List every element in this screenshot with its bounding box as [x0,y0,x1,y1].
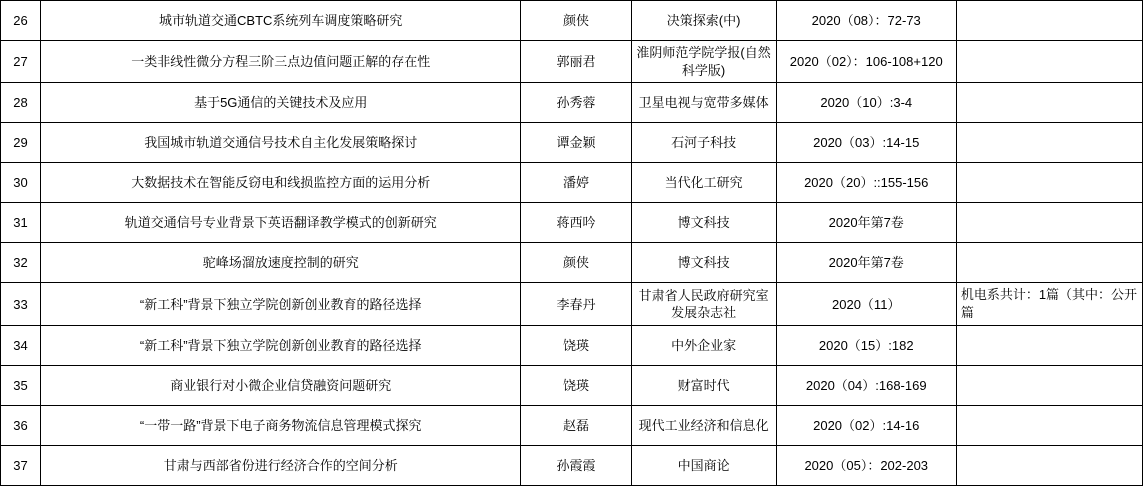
cell-journal[interactable]: 石河子科技 [631,123,776,163]
cell-note[interactable] [956,83,1142,123]
cell-issue[interactable]: 2020年第7卷 [776,203,956,243]
table-row[interactable] [1,326,1143,366]
cell-title[interactable]: “一带一路”背景下电子商务物流信息管理模式探究 [41,406,521,446]
cell-note[interactable] [956,366,1142,406]
cell-author[interactable]: 颜侠 [521,243,631,283]
cell-note[interactable] [956,163,1142,203]
cell-title[interactable]: 大数据技术在智能反窃电和线损监控方面的运用分析 [41,163,521,203]
cell-number[interactable]: 37 [1,446,41,486]
cell-journal[interactable]: 淮阴师范学院学报(自然科学版) [631,41,776,83]
cell-author[interactable]: 赵磊 [521,406,631,446]
cell-author[interactable]: 蒋西吟 [521,203,631,243]
cell-number[interactable]: 32 [1,243,41,283]
cell-issue[interactable]: 2020（03）:14-15 [776,123,956,163]
table-row[interactable] [1,163,1143,203]
cell-journal[interactable]: 博文科技 [631,243,776,283]
cell-author[interactable]: 颜侠 [521,1,631,41]
cell-issue[interactable]: 2020（08）：72-73 [776,1,956,41]
cell-title[interactable]: 基于5G通信的关键技术及应用 [41,83,521,123]
table-row[interactable] [1,203,1143,243]
cell-note[interactable] [956,41,1142,83]
table-row[interactable] [1,41,1143,83]
cell-issue[interactable]: 2020（04）:168-169 [776,366,956,406]
cell-journal[interactable]: 甘肃省人民政府研究室发展杂志社 [631,283,776,326]
cell-note-summary[interactable] [956,283,1142,326]
cell-title[interactable]: 商业银行对小微企业信贷融资问题研究 [41,366,521,406]
cell-number[interactable]: 33 [1,283,41,326]
cell-journal[interactable]: 博文科技 [631,203,776,243]
cell-author[interactable]: 饶瑛 [521,366,631,406]
table-row[interactable] [1,406,1143,446]
cell-issue[interactable]: 2020（11） [776,283,956,326]
cell-number[interactable]: 27 [1,41,41,83]
cell-note[interactable] [956,1,1142,41]
cell-title[interactable]: 轨道交通信号专业背景下英语翻译教学模式的创新研究 [41,203,521,243]
cell-journal[interactable]: 财富时代 [631,366,776,406]
table-row[interactable] [1,83,1143,123]
cell-number[interactable]: 31 [1,203,41,243]
cell-issue[interactable]: 2020（10）:3-4 [776,83,956,123]
cell-author[interactable]: 孙霞霞 [521,446,631,486]
cell-issue[interactable]: 2020（05）：202-203 [776,446,956,486]
cell-number[interactable]: 35 [1,366,41,406]
cell-note[interactable] [956,406,1142,446]
cell-note[interactable] [956,203,1142,243]
cell-author[interactable]: 潘婷 [521,163,631,203]
cell-issue[interactable]: 2020（02）：106-108+120 [776,41,956,83]
cell-journal[interactable]: 中国商论 [631,446,776,486]
table-row[interactable] [1,243,1143,283]
cell-author[interactable]: 郭丽君 [521,41,631,83]
cell-title[interactable]: 城市轨道交通CBTC系统列车调度策略研究 [41,1,521,41]
cell-note[interactable] [956,123,1142,163]
cell-journal[interactable]: 决策探索(中) [631,1,776,41]
cell-issue[interactable]: 2020（20）::155-156 [776,163,956,203]
cell-journal[interactable]: 中外企业家 [631,326,776,366]
cell-number[interactable]: 34 [1,326,41,366]
cell-author[interactable]: 饶瑛 [521,326,631,366]
cell-author[interactable]: 孙秀蓉 [521,83,631,123]
cell-author[interactable]: 谭金颖 [521,123,631,163]
cell-author[interactable]: 李春丹 [521,283,631,326]
note-summary-text: 机电系共计：1篇（其中：公开篇 [960,287,1138,321]
cell-number[interactable]: 26 [1,1,41,41]
cell-note[interactable] [956,243,1142,283]
cell-title[interactable]: “新工科”背景下独立学院创新创业教育的路径选择 [41,326,521,366]
cell-title[interactable]: 驼峰场溜放速度控制的研究 [41,243,521,283]
cell-issue[interactable]: 2020（15）:182 [776,326,956,366]
cell-title[interactable]: “新工科”背景下独立学院创新创业教育的路径选择 [41,283,521,326]
cell-journal[interactable]: 现代工业经济和信息化 [631,406,776,446]
cell-issue[interactable]: 2020年第7卷 [776,243,956,283]
cell-journal[interactable]: 卫星电视与宽带多媒体 [631,83,776,123]
table-body [1,1,1143,486]
table-row[interactable] [1,283,1143,326]
table-row[interactable] [1,123,1143,163]
cell-title[interactable]: 一类非线性微分方程三阶三点边值问题正解的存在性 [41,41,521,83]
cell-title[interactable]: 我国城市轨道交通信号技术自主化发展策略探讨 [41,123,521,163]
cell-number[interactable]: 30 [1,163,41,203]
cell-journal[interactable]: 当代化工研究 [631,163,776,203]
table-row[interactable] [1,366,1143,406]
cell-note[interactable] [956,326,1142,366]
cell-number[interactable]: 28 [1,83,41,123]
cell-number[interactable]: 29 [1,123,41,163]
cell-number[interactable]: 36 [1,406,41,446]
cell-title[interactable]: 甘肃与西部省份进行经济合作的空间分析 [41,446,521,486]
table-row[interactable] [1,1,1143,41]
cell-issue[interactable]: 2020（02）:14-16 [776,406,956,446]
